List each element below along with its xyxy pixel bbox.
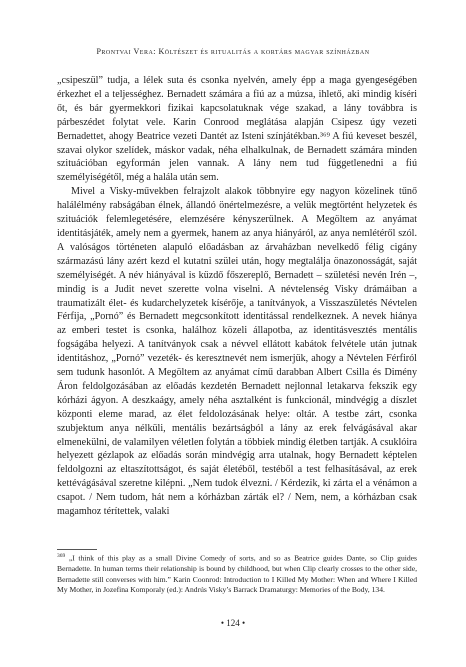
main-text <box>57 74 417 519</box>
footnote <box>57 551 417 596</box>
footnote-text: „I think of this play as a small Divine Comedy of sorts, and so as Beatrice guides Dante, so Clip guides Bernadette. In human terms their relationship is bound by childhood, but when Clip clearly crosses to the other side, Bernadette still converses with him.” Karin Coonrod: Introduction to I Killed My Mother: When and Where I Killed My Mother, in Jozefina Komporaly (ed.): Andrús Visky’s Barrack Dramaturgy: Memories of the Body, 134. <box>57 553 417 595</box>
footnote-number: 369 <box>57 553 66 559</box>
footnote-divider <box>57 549 97 550</box>
paragraph: Mivel a Visky-művekben felrajzolt alakok többnyire egy nagyon közelinek tűnő halálélmény rabságában élnek, állandó önértelmezésre, a velük megtörtént helyzetek és szituációk felemlegetésére, elemzésére kényszerülnek. A Megöltem az anyámat identitásjáték, amely nem a gyermek, hanem az anya hiányáról, az anya nemlétéről szól. A valóságos történeten alapuló előadásban az árvaházban nevelkedő félig cigány származású lány azért kezd el kutatni szülei után, hogy megtalálja önazonosságát, saját személyiségét. A név hiányával is küzdő főszereplő, Bernadett – születési nevén Irén –, mindig is a Judit nevet szerette volna viselni. A névtelenség Visky drámáiban a traumatizált élet- és kudarchelyzetek kísérője, a tanítványok, a Visszaszületés Névtelen Férfija, „Pornó” és Bernadett megcsonkított identitással rendelkeznek. A nevek hiánya az emberi testet is csonka, halálhoz közeli állapotba, az identitásvesztés mentális fogságába helyezi. A tanítványok csak a névvel ellátott kabátok felvétele után jutnak identitáshoz, „Pornó” vezeték- és keresztnevét nem ismerjük, ahogy a Névtelen Férfiról sem tudunk hasonlót. A Megöltem az anyámat című darabban Albert Csilla és Dimény Áron feldolgozásában az előadás kezdetén Bernadett nejlonnal letakarva fekszik egy kórházi ágyon. A deszkaágy, amely néha asztalként is funkcionál, mindvégig a díszlet központi eleme marad, az élet feldolozásának helye: oltár. A testbe zárt, csonka szubjektum anya nélküli, mentális bezártságból a lány az erek felvágásával akar elmenekülni, de valamilyen véletlen folytán a többiek mindig életben tartják. A csuklóira helyezett gézlapok az előadás során mindvégig arra utalnak, hogy Bernadett képtelen feldolgozni az eltaszítottságot, és saját életéből, testéből a test felhasításával, az erek kettévágásával szeretne kilépni. „Nem tudok élvezni. / Kérdezik, ki zárta el a vénámon a csapot. / Nem tudom, hát nem a kórházban zárták el? / Nem, nem, a kórházban csak magamhoz térítettek, valaki <box>57 186 417 518</box>
page-number: • 124 • <box>220 618 246 628</box>
running-head: Prontvai Vera: Költészet és ritualitás a kortárs magyar színházban <box>96 47 370 56</box>
paragraph: „csipeszül” tudja, a lélek suta és csonka nyelvén, amely épp a maga gyengeségében érkezhet el a teljességhez. Bernadett számára a fiú az a múzsa, ihlető, aki mindig kíséri őt, és bár gyermekkori fizikai kapcsolatuknak vége szakad, a lány továbbra is párbeszédet folytat vele. Karin Conrood meglátása alapján Csipesz úgy vezeti Bernadettet, ahogy Beatrice vezeti Dantét az Isteni színjátékban.³⁶⁹ A fiú keveset beszél, szavai olykor szelídek, máskor vadak, néha elhalkulnak, de Bernadett számára minden szituációban egyformán jelen vannak. A lány nem tud függetlenedni a fiú személyiségétől, még a halála után sem. <box>57 75 417 184</box>
